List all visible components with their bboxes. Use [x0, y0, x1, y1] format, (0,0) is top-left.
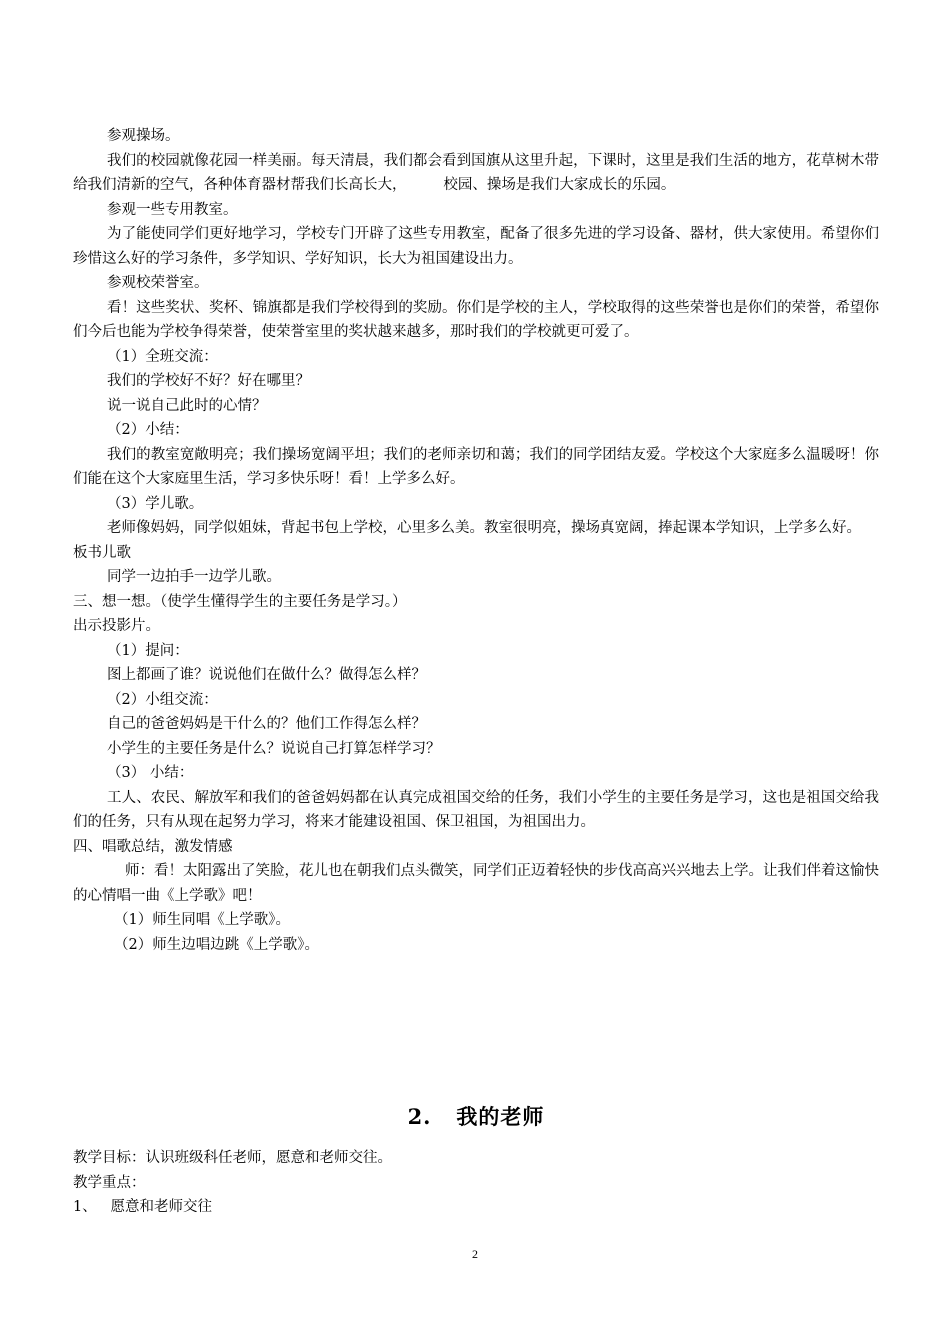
paragraph: 师：看！太阳露出了笑脸，花儿也在朝我们点头微笑，同学们正迈着轻快的步伐高高兴兴地去上学。让我们伴着这愉快的心情唱一曲《上学歌》吧！ [73, 863, 879, 904]
section-title-block [73, 1101, 879, 1131]
paragraph: 三、想一想。（使学生懂得学生的主要任务是学习。） [73, 593, 407, 610]
paragraph: 看！这些奖状、奖杯、锦旗都是我们学校得到的奖励。你们是学校的主人，学校取得的这些荣誉也是你们的荣誉，希望你们今后也能为学校争得荣誉，使荣誉室里的奖状越来越多，那时我们的学校就更可爱了。 [73, 299, 879, 340]
goal-line: 教学目标：认识班级科任老师，愿意和老师交往。 [73, 1150, 392, 1166]
paragraph: 自己的爸爸妈妈是干什么的？他们工作得怎么样？ [107, 716, 426, 732]
page-number: 2 [472, 1247, 478, 1261]
paragraph: （2）小组交流： [107, 691, 218, 708]
paragraph: （1）全班交流： [107, 348, 218, 365]
paragraph: （1）师生同唱《上学歌》。 [114, 912, 290, 928]
goal-line: 教学重点： [73, 1174, 146, 1191]
paragraph: 参观校荣誉室。 [107, 275, 209, 291]
paragraph: 出示投影片。 [73, 618, 160, 634]
paragraph: 板书儿歌 [73, 544, 131, 561]
paragraph: 老师像妈妈，同学似姐妹，背起书包上学校，心里多么美。教室很明亮，操场真宽阔，捧起课本学知识，上学多么好。 [107, 520, 861, 536]
lesson-body [73, 124, 879, 957]
goal-line: 1、 愿意和老师交往 [73, 1199, 213, 1215]
paragraph: （2）师生边唱边跳《上学歌》。 [114, 936, 319, 953]
paragraph: 说一说自己此时的心情？ [107, 397, 267, 414]
paragraph: 四、唱歌总结，激发情感 [73, 838, 233, 855]
paragraph: 工人、农民、解放军和我们的爸爸妈妈都在认真完成祖国交给的任务，我们小学生的主要任务是学习，这也是祖国交给我们的任务，只有从现在起努力学习，将来才能建设祖国、保卫祖国，为祖国出力。 [73, 789, 879, 830]
paragraph: 为了能使同学们更好地学习，学校专门开辟了这些专用教室，配备了很多先进的学习设备、器材，供大家使用。希望你们珍惜这么好的学习条件，多学知识、学好知识，长大为祖国建设出力。 [73, 226, 879, 267]
lesson-goals [73, 1146, 879, 1220]
paragraph: （1）提问： [107, 642, 189, 659]
paragraph: 小学生的主要任务是什么？说说自己打算怎样学习？ [107, 740, 441, 757]
paragraph: 我们的学校好不好？好在哪里？ [107, 373, 310, 389]
paragraph: 图上都画了谁？说说他们在做什么？做得怎么样？ [107, 667, 426, 683]
paragraph: （3） 小结： [107, 765, 194, 781]
paragraph: （2）小结： [107, 422, 189, 438]
paragraph: 同学一边拍手一边学儿歌。 [107, 569, 281, 585]
paragraph: 参观一些专用教室。 [107, 201, 238, 218]
paragraph: 我们的教室宽敞明亮；我们操场宽阔平坦；我们的老师亲切和蔼；我们的同学团结友爱。学校这个大家庭多么温暖呀！你们能在这个大家庭里生活，学习多快乐呀！看！上学多么好。 [73, 446, 879, 487]
paragraph: 参观操场。 [107, 128, 180, 144]
paragraph: 我们的校园就像花园一样美丽。每天清晨，我们都会看到国旗从这里升起，下课时，这里是我们生活的地方，花草树木带给我们清新的空气，各种体育器材帮我们长高长大， 校园、操场是我们大家成长的乐园。 [73, 152, 879, 193]
paragraph: （3）学儿歌。 [107, 495, 204, 512]
section-title: 2. 我的老师 [407, 1104, 545, 1129]
